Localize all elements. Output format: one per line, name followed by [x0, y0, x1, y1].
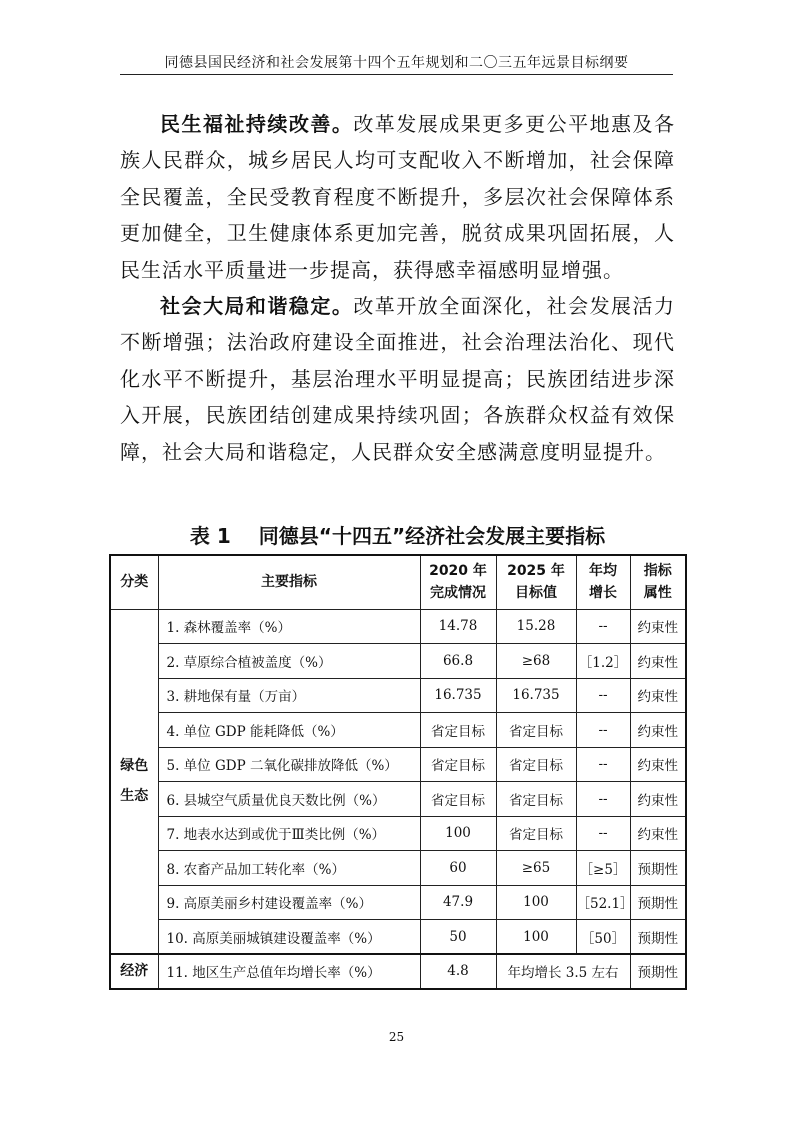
- value-2020-cell: 60: [420, 851, 496, 886]
- indicator-cell: 6. 县城空气质量优良天数比例（%）: [158, 782, 420, 817]
- value-2025-growth-cell: 年均增长 3.5 左右: [496, 954, 630, 989]
- indicator-cell: 11. 地区生产总值年均增长率（%）: [158, 954, 420, 989]
- indicator-cell: 1. 森林覆盖率（%）: [158, 609, 420, 644]
- indicator-cell: 10. 高原美丽城镇建设覆盖率（%）: [158, 920, 420, 955]
- table-row: [110, 747, 686, 782]
- category-line1: 绿色: [120, 758, 149, 775]
- table-header-row: [110, 555, 686, 609]
- value-2020-cell: 50: [420, 920, 496, 955]
- indicator-cell: 3. 耕地保有量（万亩）: [158, 678, 420, 713]
- table-row: [110, 851, 686, 886]
- growth-cell: --: [576, 816, 630, 851]
- value-2025-cell: 15.28: [496, 609, 576, 644]
- growth-cell: --: [576, 609, 630, 644]
- header-growth-line1: 年均: [589, 563, 617, 580]
- header-indicator: 主要指标: [158, 555, 420, 609]
- value-2025-cell: 省定目标: [496, 816, 576, 851]
- value-2020-cell: 4.8: [420, 954, 496, 989]
- value-2025-cell: 省定目标: [496, 747, 576, 782]
- attribute-cell: 约束性: [630, 678, 686, 713]
- paragraph-lead: 民生福祉持续改善。: [160, 112, 354, 136]
- table-row: [110, 782, 686, 817]
- indicator-cell: 2. 草原综合植被盖度（%）: [158, 644, 420, 679]
- attribute-cell: 预期性: [630, 885, 686, 920]
- growth-cell: --: [576, 713, 630, 748]
- growth-cell: --: [576, 678, 630, 713]
- value-2020-cell: 省定目标: [420, 747, 496, 782]
- header-2025: [496, 555, 576, 609]
- header-attribute-line1: 指标: [643, 563, 672, 580]
- running-header: 同德县国民经济和社会发展第十四个五年规划和二〇三五年远景目标纲要: [164, 55, 629, 71]
- header-growth: [576, 555, 630, 609]
- attribute-cell: 约束性: [630, 816, 686, 851]
- paragraph-livelihood: [120, 106, 675, 288]
- value-2025-cell: ≥68: [496, 644, 576, 679]
- header-2020-line2: 完成情况: [430, 585, 486, 602]
- value-2025-cell: 100: [496, 885, 576, 920]
- table-row: [110, 954, 686, 989]
- value-2025-cell: 16.735: [496, 678, 576, 713]
- indicators-table: [109, 554, 687, 990]
- table-title-text: 同德县“十四五”经济社会发展主要指标: [258, 524, 606, 548]
- value-2020-cell: 66.8: [420, 644, 496, 679]
- growth-cell: ［52.1］: [576, 885, 630, 920]
- value-2025-cell: 100: [496, 920, 576, 955]
- attribute-cell: 约束性: [630, 747, 686, 782]
- header-2025-line2: 目标值: [515, 585, 557, 602]
- value-2025-cell: 省定目标: [496, 713, 576, 748]
- table-row: [110, 678, 686, 713]
- attribute-cell: 预期性: [630, 954, 686, 989]
- table-row: [110, 609, 686, 644]
- indicator-cell: 8. 农畜产品加工转化率（%）: [158, 851, 420, 886]
- growth-cell: ［1.2］: [576, 644, 630, 679]
- page-number: 25: [388, 1030, 405, 1044]
- value-2025-cell: 省定目标: [496, 782, 576, 817]
- category-line2: 生态: [120, 788, 149, 805]
- category-green-ecology: [110, 609, 158, 954]
- attribute-cell: 约束性: [630, 609, 686, 644]
- attribute-cell: 预期性: [630, 851, 686, 886]
- value-2020-cell: 16.735: [420, 678, 496, 713]
- indicator-cell: 4. 单位 GDP 能耗降低（%）: [158, 713, 420, 748]
- table-row: [110, 644, 686, 679]
- growth-cell: ［50］: [576, 920, 630, 955]
- attribute-cell: 约束性: [630, 782, 686, 817]
- value-2020-cell: 47.9: [420, 885, 496, 920]
- table-number: 表 1: [189, 524, 231, 548]
- paragraph-body: 改革发展成果更多更公平地惠及各族人民群众，城乡居民人均可支配收入不断增加，社会保障全民覆盖，全民受教育程度不断提升，多层次社会保障体系更加健全，卫生健康体系更加完善，脱贫成果巩固拓展，人民生活水平质量进一步提高，获得感幸福感明显增强。: [120, 112, 676, 282]
- growth-cell: ［≥5］: [576, 851, 630, 886]
- body-text: [120, 106, 675, 470]
- value-2025-cell: ≥65: [496, 851, 576, 886]
- category-economy: 经济: [110, 954, 158, 989]
- attribute-cell: 预期性: [630, 920, 686, 955]
- value-2020-cell: 省定目标: [420, 782, 496, 817]
- value-2020-cell: 100: [420, 816, 496, 851]
- header-2020-line1: 2020 年: [429, 563, 487, 580]
- header-growth-line2: 增长: [589, 585, 617, 602]
- table-row: [110, 920, 686, 955]
- table-title: [120, 520, 675, 549]
- indicator-cell: 7. 地表水达到或优于Ⅲ类比例（%）: [158, 816, 420, 851]
- header-category: 分类: [110, 555, 158, 609]
- indicator-cell: 5. 单位 GDP 二氧化碳排放降低（%）: [158, 747, 420, 782]
- paragraph-lead: 社会大局和谐稳定。: [160, 294, 354, 319]
- attribute-cell: 约束性: [630, 713, 686, 748]
- header-attribute: [630, 555, 686, 609]
- table-row: [110, 816, 686, 851]
- attribute-cell: 约束性: [630, 644, 686, 679]
- indicator-cell: 9. 高原美丽乡村建设覆盖率（%）: [158, 885, 420, 920]
- header-rule: [120, 74, 673, 75]
- table-row: [110, 713, 686, 748]
- value-2020-cell: 省定目标: [420, 713, 496, 748]
- header-2025-line1: 2025 年: [507, 563, 565, 580]
- value-2020-cell: 14.78: [420, 609, 496, 644]
- paragraph-social-stability: [120, 288, 675, 470]
- header-2020: [420, 555, 496, 609]
- paragraph-body: 改革开放全面深化，社会发展活力不断增强；法治政府建设全面推进，社会治理法治化、现代化水平不断提升，基层治理水平明显提高；民族团结进步深入开展，民族团结创建成果持续巩固；各族群众权益有效保障，社会大局和谐稳定，人民群众安全感满意度明显提升。: [120, 294, 676, 464]
- table-row: [110, 885, 686, 920]
- growth-cell: --: [576, 782, 630, 817]
- growth-cell: --: [576, 747, 630, 782]
- header-attribute-line2: 属性: [643, 585, 672, 602]
